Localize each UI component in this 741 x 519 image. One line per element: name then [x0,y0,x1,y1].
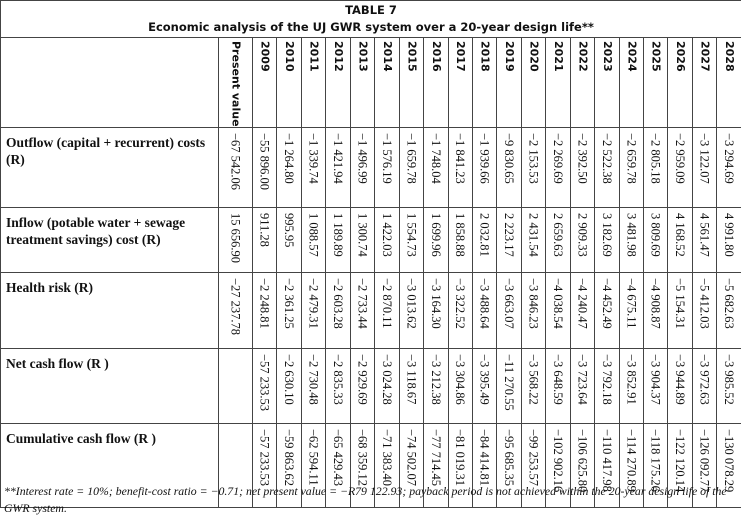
column-header-year [399,38,423,128]
cell-value: −9 830.65 [502,132,517,184]
cell-value: −3 118.67 [404,353,419,404]
cell-value: −67 542.06 [228,132,243,190]
column-header-year [619,38,643,128]
column-header-year [692,38,716,128]
column-header-label: 2023 [600,41,614,72]
cell-value: −3 294.69 [722,132,737,184]
cell-value: −3 972.63 [697,353,712,405]
year-value-cell [326,348,350,423]
year-value-cell [692,348,716,423]
cell-value: −81 019.31 [453,428,468,486]
year-value-cell [399,272,423,348]
cell-value: 15 656.90 [228,212,243,263]
year-value-cell [448,272,472,348]
cell-value: −77 714.45 [428,428,443,486]
row-label: Cumulative cash flow (R ) [1,423,219,507]
cell-value: −2 835.33 [331,353,346,405]
year-value-cell [570,127,594,207]
year-value-cell [717,127,741,207]
cell-value: 2 431.54 [526,212,541,257]
year-value-cell [375,348,399,423]
cell-value: 4 561.47 [697,212,712,257]
cell-value: −2 392.50 [575,132,590,184]
cell-value: −3 122.07 [697,132,712,184]
column-header-label: 2009 [258,41,272,72]
cell-value: −57 233.53 [257,428,272,486]
cell-value: −3 395.49 [477,353,492,405]
year-value-cell [448,127,472,207]
cell-value: −5 154.31 [673,277,688,329]
cell-value: −130 078.29 [722,428,737,492]
table-footnote: **Interest rate = 10%; benefit-cost ratio = −0.71; net present value = −R79 122.93; payback period is not achieved within the 20-year design life of the GWR system. [4,484,727,515]
column-header-year [521,38,545,128]
cell-value: −3 164.30 [428,277,443,329]
column-header-year [717,38,741,128]
cell-value: −106 625.80 [575,428,590,492]
cell-value: −126 092.77 [697,428,712,492]
year-value-cell [521,127,545,207]
cell-value: −99 253.57 [526,428,541,486]
year-value-cell [521,207,545,272]
column-header-label: 2016 [429,41,443,72]
column-header-year [301,38,325,128]
column-header-label: 2010 [283,41,297,72]
cell-value: −2 269.69 [550,132,565,184]
cell-value: 3 481.98 [624,212,639,257]
year-value-cell [375,272,399,348]
year-value-cell [644,348,668,423]
year-value-cell [424,127,448,207]
cell-value: 2 032.81 [477,212,492,257]
column-header-present-value [219,38,253,128]
year-value-cell [448,207,472,272]
cell-value: −1 576.19 [379,132,394,184]
cell-value: −3 852.91 [624,353,639,405]
cell-value: −74 502.07 [404,428,419,486]
column-header-year [326,38,350,128]
cell-value: −2 959.09 [673,132,688,184]
cell-value: −1 748.04 [428,132,443,184]
column-header-year [375,38,399,128]
year-value-cell [399,207,423,272]
year-value-cell [497,127,521,207]
row-label: Inflow (potable water + sewage treatment savings) cost (R) [1,207,219,272]
year-value-cell [644,272,668,348]
cell-value: 1 189.89 [331,212,346,257]
column-header-year [497,38,521,128]
cell-value: −1 659.78 [404,132,419,184]
year-value-cell [301,127,325,207]
year-value-cell [668,348,692,423]
column-header-label: 2022 [576,41,590,72]
year-value-cell [277,348,301,423]
cell-value: 3 182.69 [599,212,614,257]
cell-value: 1 300.74 [355,212,370,257]
column-header-year [472,38,496,128]
year-value-cell [644,207,668,272]
cell-value: −118 175.26 [648,428,663,492]
present-value-cell [219,207,253,272]
year-value-cell [253,127,277,207]
column-header-label: 2021 [551,41,565,72]
year-value-cell [692,127,716,207]
cell-value: −1 339.74 [306,132,321,184]
cell-value: −2 522.38 [599,132,614,184]
cell-value: 4 991.80 [722,212,737,257]
table-number: TABLE 7 [1,1,741,20]
year-value-cell [546,348,570,423]
cell-value: −55 896.00 [257,132,272,190]
column-header-year [424,38,448,128]
cell-value: 1 422.03 [379,212,394,257]
year-value-cell [595,272,619,348]
year-value-cell [546,207,570,272]
cell-value: 2 223.17 [502,212,517,257]
cell-value: −3 013.62 [404,277,419,329]
cell-value: −4 675.11 [624,277,639,328]
present-value-cell [219,348,253,423]
cell-value: 995.95 [282,212,297,247]
table-row [1,272,741,348]
column-header-label: 2012 [332,41,346,72]
cell-value: −110 417.98 [599,428,614,492]
cell-value: −71 383.40 [379,428,394,486]
cell-value: −2 479.31 [306,277,321,329]
cell-value: −4 038.54 [550,277,565,329]
table-caption: Economic analysis of the UJ GWR system over a 20-year design life** [1,19,741,38]
column-header-year [253,38,277,128]
column-header-year [350,38,374,128]
cell-value: −3 904.37 [648,353,663,405]
year-value-cell [253,207,277,272]
cell-value: −3 024.28 [379,353,394,405]
cell-value: −11 270.55 [502,353,517,411]
year-value-cell [326,207,350,272]
table-row [1,207,741,272]
cell-value: −65 429.43 [331,428,346,486]
year-value-cell [350,207,374,272]
table-row [1,127,741,207]
column-header-year [644,38,668,128]
year-value-cell [546,272,570,348]
column-header-year [546,38,570,128]
year-value-cell [595,207,619,272]
year-value-cell [350,348,374,423]
header-row [1,38,741,128]
column-header-year [448,38,472,128]
cell-value: 2 659.63 [550,212,565,257]
cell-value: −1 496.99 [355,132,370,184]
cell-value: −3 723.64 [575,353,590,405]
year-value-cell [570,348,594,423]
year-value-cell [277,207,301,272]
column-header-label: 2011 [307,41,321,72]
cell-value: −2 659.78 [624,132,639,184]
year-value-cell [692,207,716,272]
cell-value: −1 939.66 [477,132,492,184]
cell-value: −3 322.52 [453,277,468,329]
cell-value: −102 902.16 [550,428,565,492]
cell-value: −95 685.35 [502,428,517,486]
year-value-cell [424,272,448,348]
cell-value: −3 985.52 [722,353,737,405]
cell-value: −2 603.28 [331,277,346,329]
year-value-cell [521,348,545,423]
row-label: Health risk (R) [1,272,219,348]
year-value-cell [717,272,741,348]
cell-value: −27 237.78 [228,277,243,335]
cell-value: −2 805.18 [648,132,663,184]
cell-value: −4 240.47 [575,277,590,329]
year-value-cell [472,207,496,272]
cell-value: −1 264.80 [282,132,297,184]
cell-value: −2 733.44 [355,277,370,329]
year-value-cell [326,127,350,207]
year-value-cell [668,207,692,272]
column-header-year [595,38,619,128]
year-value-cell [692,272,716,348]
cell-value: −2 361.25 [282,277,297,329]
cell-value: −1 841.23 [453,132,468,184]
cell-value: −122 120.14 [673,428,688,492]
column-header-label: 2019 [503,41,517,72]
year-value-cell [668,272,692,348]
cell-value: −3 663.07 [502,277,517,329]
year-value-cell [546,127,570,207]
year-value-cell [644,127,668,207]
year-value-cell [301,207,325,272]
year-value-cell [717,207,741,272]
cell-value: 1 699.96 [428,212,443,257]
cell-value: −57 233.53 [257,353,272,411]
cell-value: −5 412.03 [697,277,712,329]
year-value-cell [253,272,277,348]
column-header-label: 2020 [527,41,541,72]
row-label: Outflow (capital + recurrent) costs (R) [1,127,219,207]
cell-value: 4 168.52 [673,212,688,257]
cell-value: 1 858.88 [453,212,468,257]
cell-value: 1 554.73 [404,212,419,257]
cell-value: −84 414.81 [477,428,492,486]
column-header-year [570,38,594,128]
year-value-cell [619,348,643,423]
column-header-label: 2018 [478,41,492,72]
header-blank-cell [1,38,219,128]
present-value-cell [219,272,253,348]
column-header-year [277,38,301,128]
column-header-label: 2024 [625,41,639,72]
cell-value: 3 809.69 [648,212,663,257]
year-value-cell [350,127,374,207]
cell-value: −2 630.10 [282,353,297,405]
year-value-cell [619,127,643,207]
cell-value: 911.28 [257,212,272,247]
year-value-cell [301,348,325,423]
year-value-cell [619,207,643,272]
year-value-cell [277,127,301,207]
cell-value: −114 270.89 [624,428,639,492]
cell-value: −5 682.63 [722,277,737,329]
column-header-label: 2025 [649,41,663,72]
column-header-label: 2017 [454,41,468,72]
year-value-cell [424,207,448,272]
cell-value: −4 452.49 [599,277,614,329]
year-value-cell [375,207,399,272]
present-value-cell [219,127,253,207]
table-row [1,348,741,423]
cell-value: −3 648.59 [550,353,565,405]
cell-value: −68 359.12 [355,428,370,486]
cell-value: −59 863.62 [282,428,297,486]
column-header-label: 2028 [723,41,737,72]
column-header-label: 2013 [356,41,370,72]
cell-value: −3 944.89 [673,353,688,405]
year-value-cell [472,272,496,348]
cell-value: −2 929.69 [355,353,370,405]
cell-value: −1 421.94 [331,132,346,184]
cell-value: −2 153.53 [526,132,541,184]
year-value-cell [497,272,521,348]
year-value-cell [448,348,472,423]
year-value-cell [277,272,301,348]
cell-value: −2 730.48 [306,353,321,405]
cell-value: −3 568.22 [526,353,541,405]
cell-value: −3 792.18 [599,353,614,405]
year-value-cell [326,272,350,348]
cell-value: −2 248.81 [257,277,272,329]
year-value-cell [570,272,594,348]
year-value-cell [595,127,619,207]
year-value-cell [399,127,423,207]
column-header-label: 2027 [698,41,712,72]
column-header-label: Present value [229,41,243,127]
cell-value: −3 488.64 [477,277,492,329]
column-header-label: 2026 [674,41,688,72]
cell-value: −2 870.11 [379,277,394,328]
year-value-cell [399,348,423,423]
year-value-cell [472,127,496,207]
cell-value: 2 909.33 [575,212,590,257]
column-header-year [668,38,692,128]
cell-value: −3 304.86 [453,353,468,405]
column-header-label: 2015 [405,41,419,72]
cell-value: −62 594.11 [306,428,321,486]
year-value-cell [668,127,692,207]
year-value-cell [350,272,374,348]
year-value-cell [497,207,521,272]
year-value-cell [424,348,448,423]
year-value-cell [253,348,277,423]
year-value-cell [521,272,545,348]
row-label: Net cash flow (R ) [1,348,219,423]
cell-value: −4 908.87 [648,277,663,329]
year-value-cell [570,207,594,272]
year-value-cell [717,348,741,423]
cell-value: −3 212.38 [428,353,443,405]
year-value-cell [619,272,643,348]
year-value-cell [497,348,521,423]
year-value-cell [472,348,496,423]
cell-value: 1 088.57 [306,212,321,257]
year-value-cell [595,348,619,423]
column-header-label: 2014 [380,41,394,72]
year-value-cell [375,127,399,207]
year-value-cell [301,272,325,348]
cell-value: −3 846.23 [526,277,541,329]
